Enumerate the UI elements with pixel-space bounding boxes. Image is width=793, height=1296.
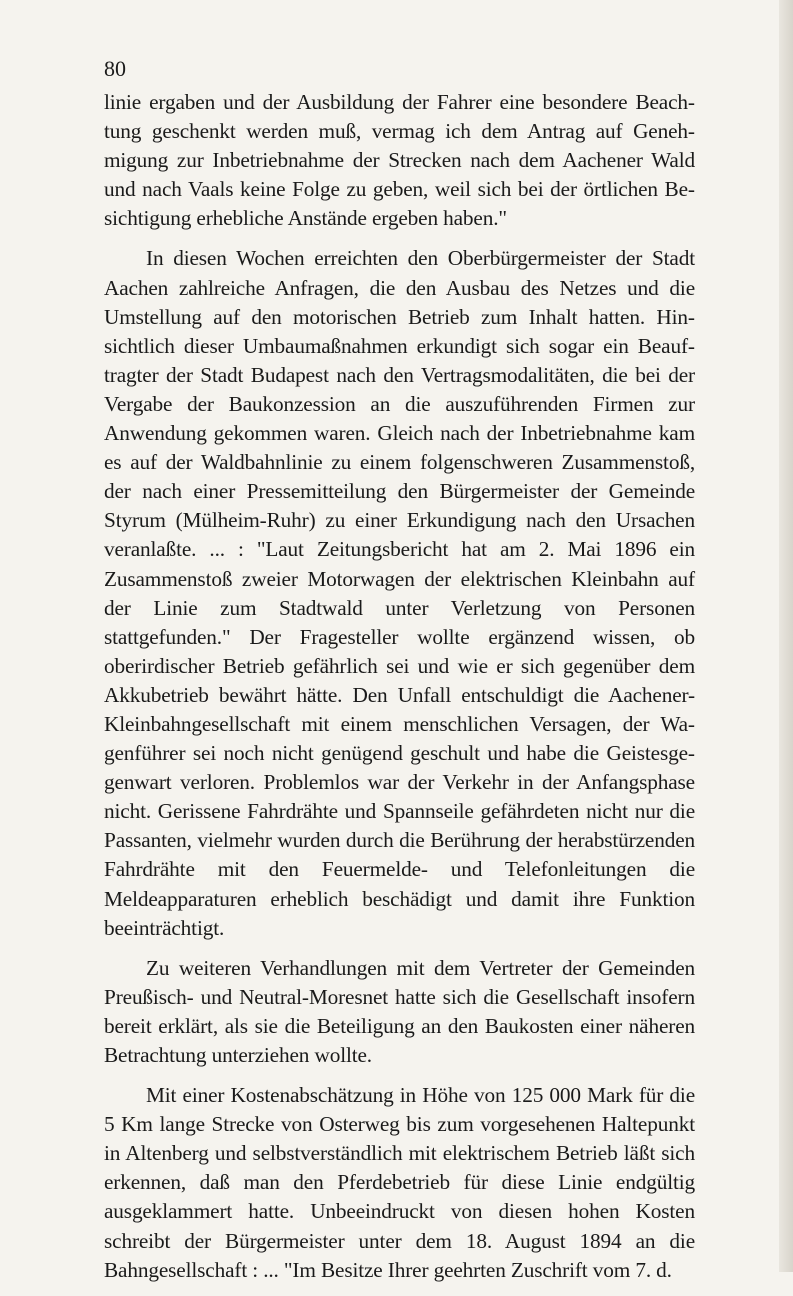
page-number: 80 <box>104 56 126 81</box>
body-text <box>104 88 695 1296</box>
paragraph-1: linie ergaben und der Ausbildung der Fahrer eine besondere Beachtung geschenkt werden muß, vermag ich dem Antrag auf Genehmigung zur Inbetriebnahme der Strecken nach dem Aachener Wald und nach Vaals keine Folge zu geben, weil sich bei der örtlichen Besichtigung erhebliche Anstände ergeben haben." <box>104 90 695 231</box>
page-edge <box>779 0 793 1272</box>
paragraph-3: Zu weiteren Verhandlungen mit dem Vertreter der Gemeinden Preußisch- und Neutral-Moresnet hatte sich die Gesellschaft insofern bereit erklärt, als sie die Beteiligung an den Baukosten einer näheren Betrachtung unterziehen wollte. <box>104 955 695 1067</box>
paragraph-4: Mit einer Kostenabschätzung in Höhe von 125 000 Mark für die 5 Km lange Strecke von Osterweg bis zum vorgesehenen Haltepunkt in Altenberg und selbstverständlich mit elektrischem Betrieb läßt sich erkennen, daß man den Pferdebetrieb für diese Linie endgültig ausgeklammert hatte. Unbeeindruckt von diesen hohen Kosten schreibt der Bürgermeister unter dem 18. August 1894 an die Bahngesellschaft : ... "Im Besitze Ihrer geehrten Zuschrift vom 7. d. <box>104 1083 695 1282</box>
paragraph-2: In diesen Wochen erreichten den Oberbürgermeister der Stadt Aachen zahlreiche Anfragen, die den Ausbau des Netzes und die Umstellung auf den motorischen Betrieb zum Inhalt hatten. Hinsichtlich dieser Umbaumaßnahmen erkundigt sich sogar ein Beauftragter der Stadt Budapest nach den Vertragsmodalitäten, die bei der Vergabe der Baukonzession an die auszuführenden Firmen zur Anwendung gekommen waren. Gleich nach der Inbetriebnahme kam es auf der Waldbahnlinie zu einem folgenschweren Zusammenstoß, der nach einer Pressemitteilung den Bürgermeister der Gemeinde Styrum (Mülheim-Ruhr) zu einer Erkundigung nach den Ursachen veranlaßte. ... : "Laut Zeitungsbericht hat am 2. Mai 1896 ein Zusammenstoß zweier Motorwagen der elektrischen Kleinbahn auf der Linie zum Stadtwald unter Verletzung von Personen stattgefunden." Der Fragesteller wollte ergänzend wissen, ob oberirdischer Betrieb gefährlich sei und wie er sich gegenüber dem Akkubetrieb bewährt hätte. Den Unfall entschuldigt die Aachener-Kleinbahngesellschaft mit einem menschlichen Versagen, der Wagenführer sei noch nicht genügend geschult und habe die Geistesgegenwart verloren. Problemlos war der Verkehr in der Anfangsphase nicht. Gerissene Fahrdrähte und Spannseile gefährdeten nicht nur die Passanten, vielmehr wurden durch die Berührung der herabstürzenden Fahrdrähte mit den Feuermelde- und Telefonleitungen die Meldeapparaturen erheblich beschädigt und damit ihre Funktion beeinträchtigt. <box>104 246 695 940</box>
